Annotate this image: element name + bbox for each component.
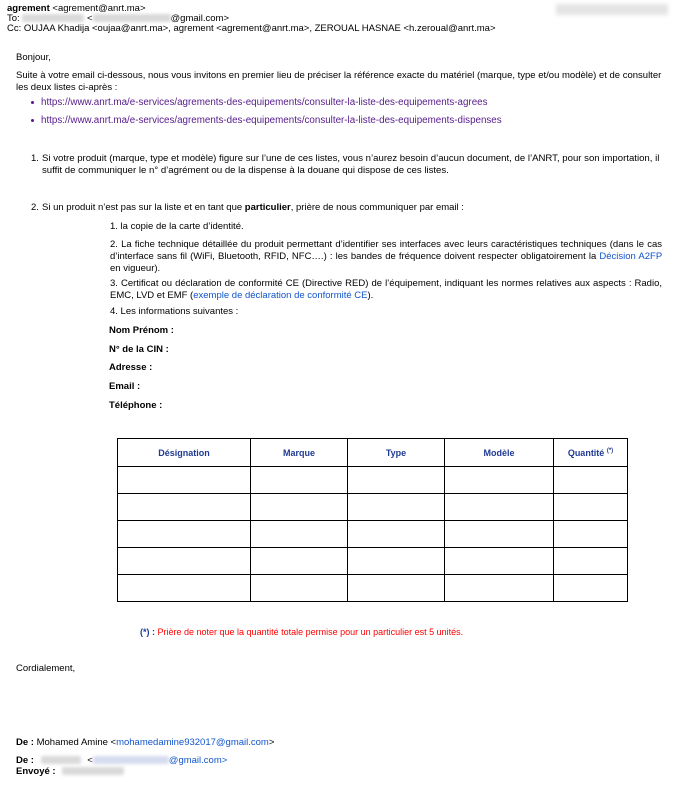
col-type: Type xyxy=(348,439,445,467)
note-text: Prière de noter que la quantité totale permise pour un particulier est 5 unités. xyxy=(155,627,464,637)
field-nom-prenom: Nom Prénom : xyxy=(109,325,174,336)
table-header-row xyxy=(118,439,628,467)
item2-text xyxy=(42,202,662,214)
de-label: De : xyxy=(16,737,34,748)
to-label: To: xyxy=(7,13,20,24)
sub2-post: en vigueur). xyxy=(110,263,161,274)
field-cin: N° de la CIN : xyxy=(109,344,169,355)
item2-number: 2. xyxy=(31,202,39,213)
field-email: Email : xyxy=(109,381,141,392)
field-telephone: Téléphone : xyxy=(109,400,163,411)
from-name: agrement xyxy=(7,3,50,14)
redacted-date-2 xyxy=(62,767,124,775)
greeting: Bonjour, xyxy=(16,52,51,63)
table-row xyxy=(118,521,628,548)
table-row xyxy=(118,467,628,494)
link-dispenses[interactable]: https://www.anrt.ma/e-services/agrements-des-equipements/consulter-la-liste-des-equipements-dispenses xyxy=(41,115,502,126)
col-modele: Modèle xyxy=(445,439,554,467)
from-email: <agrement@anrt.ma> xyxy=(52,3,146,14)
item2-post: , prière de nous communiquer par email : xyxy=(290,202,464,213)
sub-item-2 xyxy=(110,239,662,275)
col-quantite xyxy=(554,439,628,467)
link-agrees[interactable]: https://www.anrt.ma/e-services/agrements-des-equipements/consulter-la-liste-des-equipements-agrees xyxy=(41,97,488,108)
bullet-icon xyxy=(31,119,34,122)
decision-a2fp-link[interactable]: Décision A2FP xyxy=(599,251,662,262)
item1-text: Si votre produit (marque, type et modèle) figure sur l’une de ces listes, vous n’aurez besoin d’aucun document, de l’ANRT, pour son importation, il suffit de communiquer le n° d’agrément ou de la dispense à la douane qui dispose de ces listes. xyxy=(42,153,660,176)
de2-label: De : xyxy=(16,755,34,766)
de2-open: < xyxy=(87,755,93,766)
bullet-icon xyxy=(31,101,34,104)
product-table xyxy=(117,438,628,602)
sub-item-4: 4. Les informations suivantes : xyxy=(110,306,239,317)
item1-number: 1. xyxy=(31,153,39,164)
note-marker: (*) : xyxy=(140,627,155,637)
sub-item-3 xyxy=(110,278,662,302)
closing: Cordialement, xyxy=(16,663,76,674)
intro-paragraph: Suite à votre email ci-dessous, nous vous invitons en premier lieu de préciser la référence exacte du matériel (marque, type et/ou modèle) et de consulter les deux listes ci-après : xyxy=(16,70,662,93)
table-row xyxy=(118,494,628,521)
envoye-label: Envoyé : xyxy=(16,766,56,777)
field-adresse: Adresse : xyxy=(109,362,153,373)
de2-email-suffix[interactable]: @gmail.com> xyxy=(168,755,228,766)
quoted-from-line xyxy=(16,737,274,748)
sub3-pre: 3. Certificat ou déclaration de conformité CE (Directive RED) de l’équipement, indiquant les normes relatives aux aspects : Radio, EMC, LVD et EMF ( xyxy=(110,278,662,301)
de-email-link[interactable]: mohamedamine932017@gmail.com xyxy=(116,737,269,748)
quantity-note xyxy=(140,627,463,637)
col-marque: Marque xyxy=(251,439,348,467)
item2-pre: Si un produit n’est pas sur la liste et en tant que xyxy=(42,202,245,213)
sub3-post: ). xyxy=(367,290,374,301)
table-row xyxy=(118,548,628,575)
sub2-pre: 2. La fiche technique détaillée du produit permettant d’identifier ses interfaces avec leurs caractéristiques techniques (dans le cas d’interface sans fil (WiFi, Bluetooth, RFID, NFC….) : les bandes de fréquence doivent respecter obligatoirement la xyxy=(110,239,662,262)
quoted-from-line-2 xyxy=(16,755,227,766)
redacted-recipient-name xyxy=(22,14,84,22)
cc-line: Cc: OUJAA Khadija <oujaa@anrt.ma>, agrement <agrement@anrt.ma>, ZEROUAL HASNAE <h.zeroual@anrt.ma> xyxy=(7,23,496,34)
de-name: Mohamed Amine < xyxy=(33,737,117,748)
to-open: < xyxy=(86,13,93,24)
redacted-date xyxy=(556,4,668,15)
declaration-ce-link[interactable]: exemple de déclaration de conformité CE xyxy=(193,290,368,301)
table-row xyxy=(118,575,628,602)
quoted-sent-line xyxy=(16,766,124,777)
redacted-email xyxy=(93,756,169,764)
to-email-suffix: @gmail.com> xyxy=(170,13,230,24)
redacted-recipient-email xyxy=(93,14,171,22)
redacted-name xyxy=(41,756,81,764)
quantite-sup: (*) xyxy=(606,447,614,454)
item2-bold: particulier xyxy=(244,202,291,213)
col-designation: Désignation xyxy=(118,439,251,467)
de-close: > xyxy=(268,737,275,748)
sub-item-1: 1. la copie de la carte d’identité. xyxy=(110,221,244,232)
col-quantite-label: Quantité xyxy=(567,447,607,458)
